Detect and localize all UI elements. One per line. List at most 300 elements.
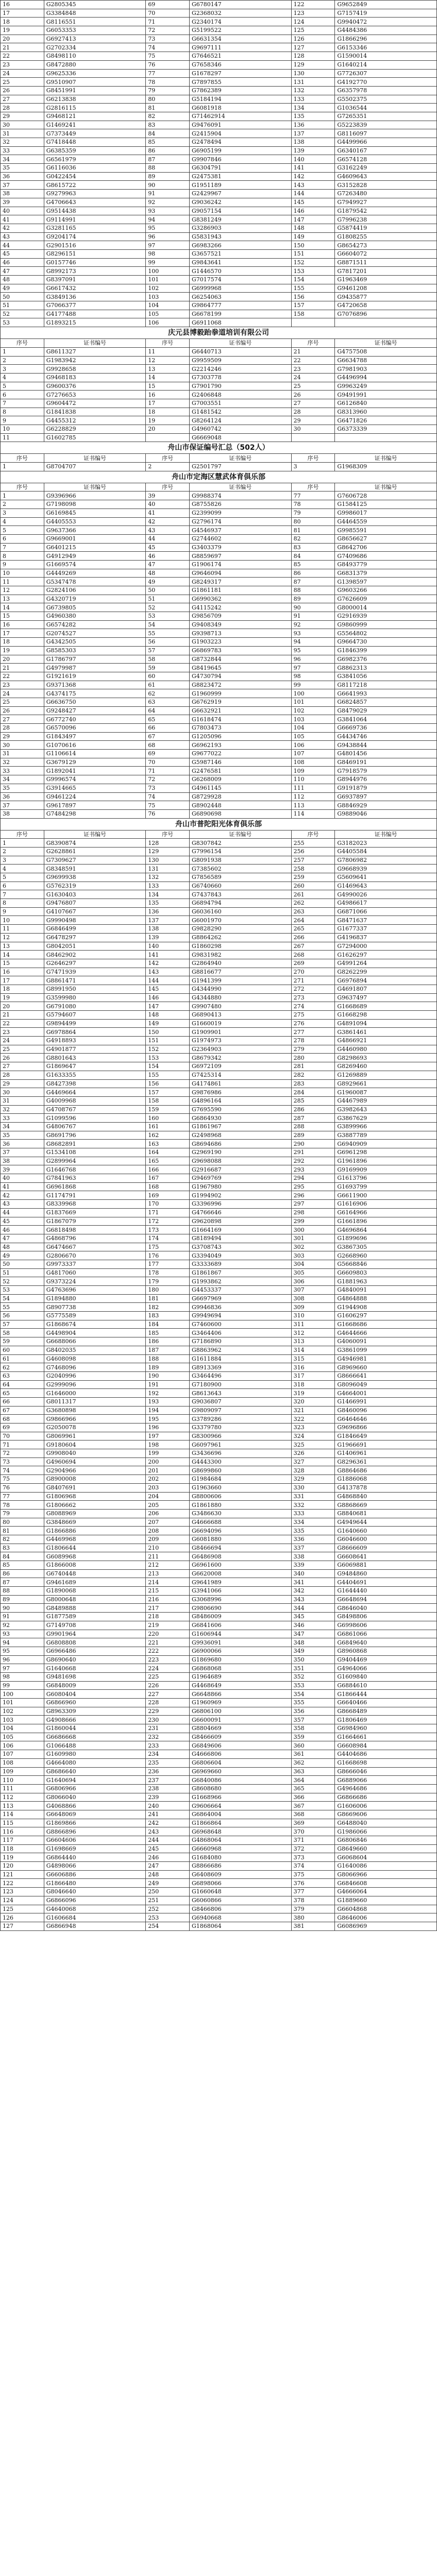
serial-number: 42 — [1, 1191, 44, 1200]
table-row — [1, 1312, 437, 1320]
certificate-number: G7606728 — [335, 492, 437, 500]
table-row — [1, 138, 437, 147]
serial-number: 24 — [1, 689, 44, 698]
certificate-number: G9476807 — [44, 899, 146, 908]
certificate-number: G2864940 — [190, 959, 292, 968]
certificate-number: G9248427 — [44, 706, 146, 715]
table-row — [1, 492, 437, 500]
certificate-number: G5223839 — [335, 121, 437, 129]
certificate-number: G4546937 — [190, 526, 292, 535]
certificate-number: G1961896 — [335, 1157, 437, 1165]
table-row — [1, 620, 437, 629]
serial-number: 357 — [291, 1716, 335, 1724]
serial-number: 78 — [291, 500, 335, 509]
certificate-number: G4864888 — [335, 1294, 437, 1303]
certificate-number: G8902448 — [190, 801, 292, 810]
certificate-number: G2340174 — [190, 18, 292, 26]
serial-number: 294 — [291, 1174, 335, 1183]
certificate-number: G9843641 — [190, 258, 292, 267]
table-row — [1, 646, 437, 655]
certificate-number: G8649660 — [335, 1844, 437, 1853]
certificate-number: G6990362 — [190, 595, 292, 603]
table-row — [1, 43, 437, 52]
table-row — [1, 1062, 437, 1071]
certificate-number: G6486908 — [190, 1552, 292, 1561]
table-row — [1, 1329, 437, 1337]
serial-number: 209 — [146, 1535, 190, 1544]
certificate-number: G6864930 — [190, 1114, 292, 1123]
certificate-number: G8823472 — [190, 681, 292, 689]
table-header-row — [1, 454, 437, 463]
table-row — [1, 52, 437, 61]
serial-number: 100 — [146, 267, 190, 276]
serial-number: 73 — [146, 35, 190, 43]
serial-number: 41 — [146, 509, 190, 517]
certificate-number: G9169909 — [335, 1165, 437, 1174]
serial-number: 34 — [1, 1122, 44, 1131]
certificate-number: G1644440 — [335, 1587, 437, 1596]
certificate-number: G6900066 — [190, 1647, 292, 1655]
certificate-number: G4908666 — [44, 1716, 146, 1724]
certificate-number: G9373224 — [44, 1277, 146, 1286]
certificate-number: G6884610 — [335, 1681, 437, 1690]
serial-number: 75 — [146, 801, 190, 810]
serial-number: 27 — [291, 399, 335, 408]
serial-number: 229 — [146, 1707, 190, 1716]
certificate-number: G8666641 — [335, 1371, 437, 1380]
serial-number: 28 — [1, 1071, 44, 1079]
certificate-number: G6608641 — [335, 1552, 437, 1561]
certificate-number: G6849640 — [335, 1638, 437, 1647]
certificate-number: G9986017 — [335, 509, 437, 517]
header-no: 序号 — [291, 339, 335, 348]
certificate-number: G4434746 — [335, 732, 437, 741]
table-row — [1, 146, 437, 155]
serial-number: 65 — [1, 1389, 44, 1398]
serial-number: 154 — [146, 1062, 190, 1071]
serial-number: 378 — [291, 1896, 335, 1905]
serial-number: 140 — [291, 155, 335, 164]
certificate-number: G9606664 — [190, 1802, 292, 1810]
serial-number: 107 — [291, 750, 335, 758]
serial-number: 144 — [146, 976, 190, 985]
certificate-number: G2916939 — [335, 612, 437, 621]
certificate-number: G1846649 — [335, 1432, 437, 1440]
certificate-number: G6648069 — [44, 1810, 146, 1819]
serial-number: 123 — [291, 9, 335, 18]
serial-number: 241 — [146, 1810, 190, 1819]
serial-number: 114 — [291, 809, 335, 818]
certificate-number: G8992173 — [44, 267, 146, 276]
certificate-number: G1837669 — [44, 1208, 146, 1217]
certificate-number: G9664730 — [335, 638, 437, 647]
certificate-number: G8262299 — [335, 968, 437, 976]
serial-number: 189 — [146, 1363, 190, 1372]
table-row — [1, 509, 437, 517]
serial-number: 228 — [146, 1699, 190, 1707]
serial-number: 374 — [291, 1862, 335, 1871]
serial-number: 135 — [291, 112, 335, 121]
serial-number: 10 — [1, 425, 44, 434]
serial-number: 147 — [146, 1002, 190, 1011]
table-row — [1, 416, 437, 425]
table-row — [1, 1492, 437, 1501]
table-row — [1, 1527, 437, 1535]
certificate-number: G4901877 — [44, 1045, 146, 1054]
certificate-number: G8339968 — [44, 1200, 146, 1209]
serial-number: 339 — [291, 1561, 335, 1570]
certificate-number: G1941399 — [190, 976, 292, 985]
certificate-number: G8801643 — [44, 1054, 146, 1062]
serial-number: 32 — [1, 1105, 44, 1114]
table-row — [1, 95, 437, 104]
certificate-number: G9617897 — [44, 801, 146, 810]
table-row — [1, 715, 437, 724]
table-row — [1, 655, 437, 664]
certificate-number: G8866686 — [190, 1862, 292, 1871]
certificate-number: G7263480 — [335, 190, 437, 198]
serial-number: 199 — [146, 1449, 190, 1458]
table-row — [1, 1019, 437, 1028]
certificate-number: G8840681 — [335, 1509, 437, 1518]
table-row — [1, 241, 437, 250]
certificate-number: G6846499 — [44, 925, 146, 934]
certificate-number: G4696864 — [335, 1226, 437, 1234]
certificate-number: G8249317 — [190, 578, 292, 586]
certificate-number: G6818498 — [44, 1226, 146, 1234]
serial-number: 109 — [1, 1767, 44, 1776]
certificate-number: G8682891 — [44, 1140, 146, 1148]
serial-number: 216 — [146, 1595, 190, 1604]
certificate-number: G1640086 — [335, 1862, 437, 1871]
serial-number: 111 — [1, 1784, 44, 1793]
serial-number: 61 — [146, 681, 190, 689]
serial-number: 15 — [1, 959, 44, 968]
certificate-number: G3599980 — [44, 993, 146, 1002]
table-row — [1, 1449, 437, 1458]
serial-number: 156 — [146, 1079, 190, 1088]
serial-number: 21 — [1, 43, 44, 52]
certificate-number: G4404691 — [335, 1578, 437, 1587]
serial-number: 244 — [146, 1836, 190, 1845]
certificate-number: G6866960 — [44, 1699, 146, 1707]
certificate-number: G4990026 — [335, 890, 437, 899]
serial-number: 101 — [146, 276, 190, 284]
table-row — [1, 750, 437, 758]
serial-number: 69 — [1, 1423, 44, 1432]
serial-number: 263 — [291, 907, 335, 916]
certificate-number: G6806604 — [190, 1758, 292, 1767]
serial-number: 1 — [1, 347, 44, 356]
serial-number: 376 — [291, 1879, 335, 1888]
certificate-number: G8866896 — [44, 1827, 146, 1836]
certificate-number: G6097961 — [190, 1440, 292, 1449]
certificate-number: G6869783 — [190, 646, 292, 655]
serial-number: 277 — [291, 1028, 335, 1037]
serial-number: 84 — [1, 1552, 44, 1561]
certificate-number: G5831943 — [190, 232, 292, 241]
certificate-number: G6940668 — [190, 1913, 292, 1922]
serial-number: 326 — [291, 1449, 335, 1458]
serial-number: 50 — [146, 586, 190, 595]
serial-number: 331 — [291, 1492, 335, 1501]
table-row — [1, 925, 437, 934]
serial-number: 296 — [291, 1191, 335, 1200]
serial-number: 90 — [291, 603, 335, 612]
table-row — [1, 1810, 437, 1819]
certificate-number: G6840086 — [190, 1776, 292, 1785]
table-row — [1, 1320, 437, 1329]
serial-number: 245 — [146, 1844, 190, 1853]
serial-number: 113 — [291, 801, 335, 810]
serial-number: 25 — [1, 1045, 44, 1054]
serial-number: 26 — [1, 1054, 44, 1062]
table-row — [1, 1509, 437, 1518]
serial-number: 25 — [1, 78, 44, 87]
serial-number: 94 — [291, 638, 335, 647]
certificate-number: G9696866 — [335, 1423, 437, 1432]
certificate-number: G7186890 — [190, 1337, 292, 1346]
table-row — [1, 1647, 437, 1655]
table-row — [1, 129, 437, 138]
certificate-number: G4664001 — [335, 1389, 437, 1398]
certificate-number: G9604472 — [44, 399, 146, 408]
certificate-number: G4964066 — [335, 1664, 437, 1673]
serial-number: 227 — [146, 1690, 190, 1699]
table-row — [1, 1552, 437, 1561]
table-row — [1, 164, 437, 173]
certificate-number: G5775589 — [44, 1312, 146, 1320]
certificate-number: G9876986 — [190, 1088, 292, 1097]
serial-number: 306 — [291, 1277, 335, 1286]
certificate-number: G3941066 — [190, 1587, 292, 1596]
serial-number: 70 — [1, 1432, 44, 1440]
table-row — [1, 310, 437, 318]
serial-number: 267 — [291, 942, 335, 951]
serial-number: 18 — [1, 985, 44, 993]
serial-number: 18 — [1, 18, 44, 26]
table-row — [1, 1681, 437, 1690]
certificate-number: G4961145 — [190, 784, 292, 792]
table-row — [1, 698, 437, 706]
serial-number: 215 — [146, 1587, 190, 1596]
serial-number: 103 — [291, 715, 335, 724]
certificate-number: G1893215 — [44, 318, 146, 327]
certificate-number: G4499966 — [335, 138, 437, 147]
serial-number: 76 — [1, 1483, 44, 1492]
serial-number: 85 — [146, 138, 190, 147]
certificate-number: G8960868 — [335, 1647, 437, 1655]
certificate-number: G6632921 — [190, 706, 292, 715]
certificate-number: G9806690 — [190, 1604, 292, 1613]
certificate-number: G8732844 — [190, 655, 292, 664]
serial-number: 19 — [1, 26, 44, 35]
serial-number — [146, 433, 190, 442]
table-row — [1, 1208, 437, 1217]
table-row — [1, 933, 437, 942]
certificate-number: G4068866 — [44, 1802, 146, 1810]
serial-number: 96 — [146, 232, 190, 241]
certificate-number: G8666046 — [335, 1767, 437, 1776]
serial-number: 360 — [291, 1741, 335, 1750]
certificate-number: G9600376 — [44, 382, 146, 391]
table-row — [1, 706, 437, 715]
serial-number: 23 — [1, 1028, 44, 1037]
table-row — [1, 60, 437, 69]
serial-number: 130 — [146, 856, 190, 865]
certificate-number: G8690640 — [44, 1655, 146, 1664]
serial-number: 89 — [146, 172, 190, 181]
table-row — [1, 382, 437, 391]
certificate-number: G6961868 — [44, 1182, 146, 1191]
serial-number: 328 — [291, 1466, 335, 1475]
table-row — [1, 916, 437, 925]
certificate-number: G5199522 — [190, 26, 292, 35]
table-row — [1, 104, 437, 112]
certificate-number: G4115242 — [190, 603, 292, 612]
certificate-number: G1886068 — [335, 1475, 437, 1484]
certificate-number: G7862389 — [190, 86, 292, 95]
table-row — [1, 638, 437, 647]
serial-number: 61 — [1, 1354, 44, 1363]
certificate-number: G8864262 — [190, 933, 292, 942]
certificate-number: G4720658 — [335, 301, 437, 310]
serial-number: 7 — [1, 543, 44, 552]
serial-number: 134 — [291, 104, 335, 112]
table-row — [1, 1260, 437, 1268]
serial-number: 92 — [1, 1621, 44, 1630]
serial-number: 14 — [146, 373, 190, 382]
certificate-number: G9901964 — [44, 1630, 146, 1638]
table-row — [1, 433, 437, 442]
certificate-number: G8096049 — [335, 1380, 437, 1389]
table-row — [1, 1578, 437, 1587]
serial-number: 101 — [1, 1699, 44, 1707]
certificate-number: G1613796 — [335, 1174, 437, 1183]
certificate-number: G5347478 — [44, 578, 146, 586]
table-row — [1, 1294, 437, 1303]
certificate-number: G9603266 — [335, 586, 437, 595]
serial-number: 19 — [1, 646, 44, 655]
table-row — [1, 1741, 437, 1750]
certificate-number: G8451991 — [44, 86, 146, 95]
serial-number: 72 — [146, 26, 190, 35]
serial-number: 1 — [1, 463, 44, 471]
certificate-number: G7981903 — [335, 365, 437, 374]
certificate-number: G6868068 — [190, 1664, 292, 1673]
certificate-number: G6866686 — [335, 1793, 437, 1802]
serial-number: 29 — [1, 1079, 44, 1088]
certificate-number: G8469191 — [335, 758, 437, 767]
certificate-number: G9620898 — [190, 1217, 292, 1226]
serial-number: 54 — [1, 1294, 44, 1303]
serial-number: 136 — [291, 121, 335, 129]
serial-number: 50 — [1, 293, 44, 301]
serial-number: 47 — [146, 560, 190, 569]
certificate-number: G6962193 — [190, 741, 292, 750]
serial-number: 57 — [146, 646, 190, 655]
certificate-number: G3982643 — [335, 1105, 437, 1114]
certificate-number: G8613643 — [190, 1389, 292, 1398]
serial-number: 171 — [146, 1208, 190, 1217]
serial-number: 63 — [146, 698, 190, 706]
serial-number: 332 — [291, 1501, 335, 1510]
serial-number: 157 — [146, 1088, 190, 1097]
serial-number: 131 — [146, 865, 190, 873]
serial-number: 110 — [291, 775, 335, 784]
serial-number: 9 — [1, 907, 44, 916]
table-row — [1, 1836, 437, 1845]
serial-number: 76 — [146, 809, 190, 818]
serial-number: 35 — [1, 1131, 44, 1140]
serial-number: 51 — [146, 595, 190, 603]
certificate-number: G7066377 — [44, 301, 146, 310]
table-row — [1, 69, 437, 78]
table-row — [1, 78, 437, 87]
certificate-number: G8466806 — [190, 1905, 292, 1913]
serial-number: 28 — [1, 724, 44, 733]
serial-number: 45 — [1, 1217, 44, 1226]
certificate-number: G3464406 — [190, 1329, 292, 1337]
serial-number: 52 — [146, 603, 190, 612]
serial-number: 148 — [146, 1011, 190, 1020]
serial-number: 31 — [1, 129, 44, 138]
certificate-number: G6849606 — [190, 1741, 292, 1750]
serial-number: 149 — [146, 1019, 190, 1028]
certificate-number: G6606886 — [44, 1870, 146, 1879]
serial-number: 98 — [1, 1672, 44, 1681]
serial-number: 71 — [146, 767, 190, 775]
certificate-number: G6213838 — [44, 95, 146, 104]
serial-number: 369 — [291, 1819, 335, 1827]
table-row — [1, 976, 437, 985]
certificate-number: G7294000 — [335, 942, 437, 951]
table-row — [1, 1277, 437, 1286]
serial-number: 97 — [291, 664, 335, 672]
certificate-number — [335, 318, 437, 327]
certificate-number: G5762319 — [44, 882, 146, 890]
table-row — [1, 1776, 437, 1785]
certificate-number: G6697969 — [190, 1294, 292, 1303]
serial-number: 33 — [1, 146, 44, 155]
certificate-number: G9940472 — [335, 18, 437, 26]
serial-number: 81 — [1, 1527, 44, 1535]
serial-number: 73 — [146, 784, 190, 792]
certificate-number: G1660019 — [190, 1019, 292, 1028]
certificate-number: G9928658 — [44, 365, 146, 374]
serial-number: 351 — [291, 1664, 335, 1673]
certificate-number: G8046640 — [44, 1888, 146, 1896]
certificate-number: G2074527 — [44, 629, 146, 638]
certificate-number: G2399099 — [190, 509, 292, 517]
certificate-number: G4801456 — [335, 750, 437, 758]
serial-number: 197 — [146, 1432, 190, 1440]
serial-number: 234 — [146, 1750, 190, 1759]
serial-number: 26 — [291, 391, 335, 399]
serial-number: 164 — [146, 1148, 190, 1157]
certificate-number: G6474667 — [44, 1243, 146, 1251]
serial-number: 338 — [291, 1552, 335, 1561]
serial-number: 82 — [291, 534, 335, 543]
table-row — [1, 1045, 437, 1054]
certificate-number: G8611327 — [44, 347, 146, 356]
serial-number: 121 — [1, 1870, 44, 1879]
certificate-number: G7817201 — [335, 267, 437, 276]
certificate-number: G3679129 — [44, 758, 146, 767]
certificate-number: G2478494 — [190, 138, 292, 147]
serial-number: 159 — [146, 1105, 190, 1114]
serial-number: 319 — [291, 1389, 335, 1398]
